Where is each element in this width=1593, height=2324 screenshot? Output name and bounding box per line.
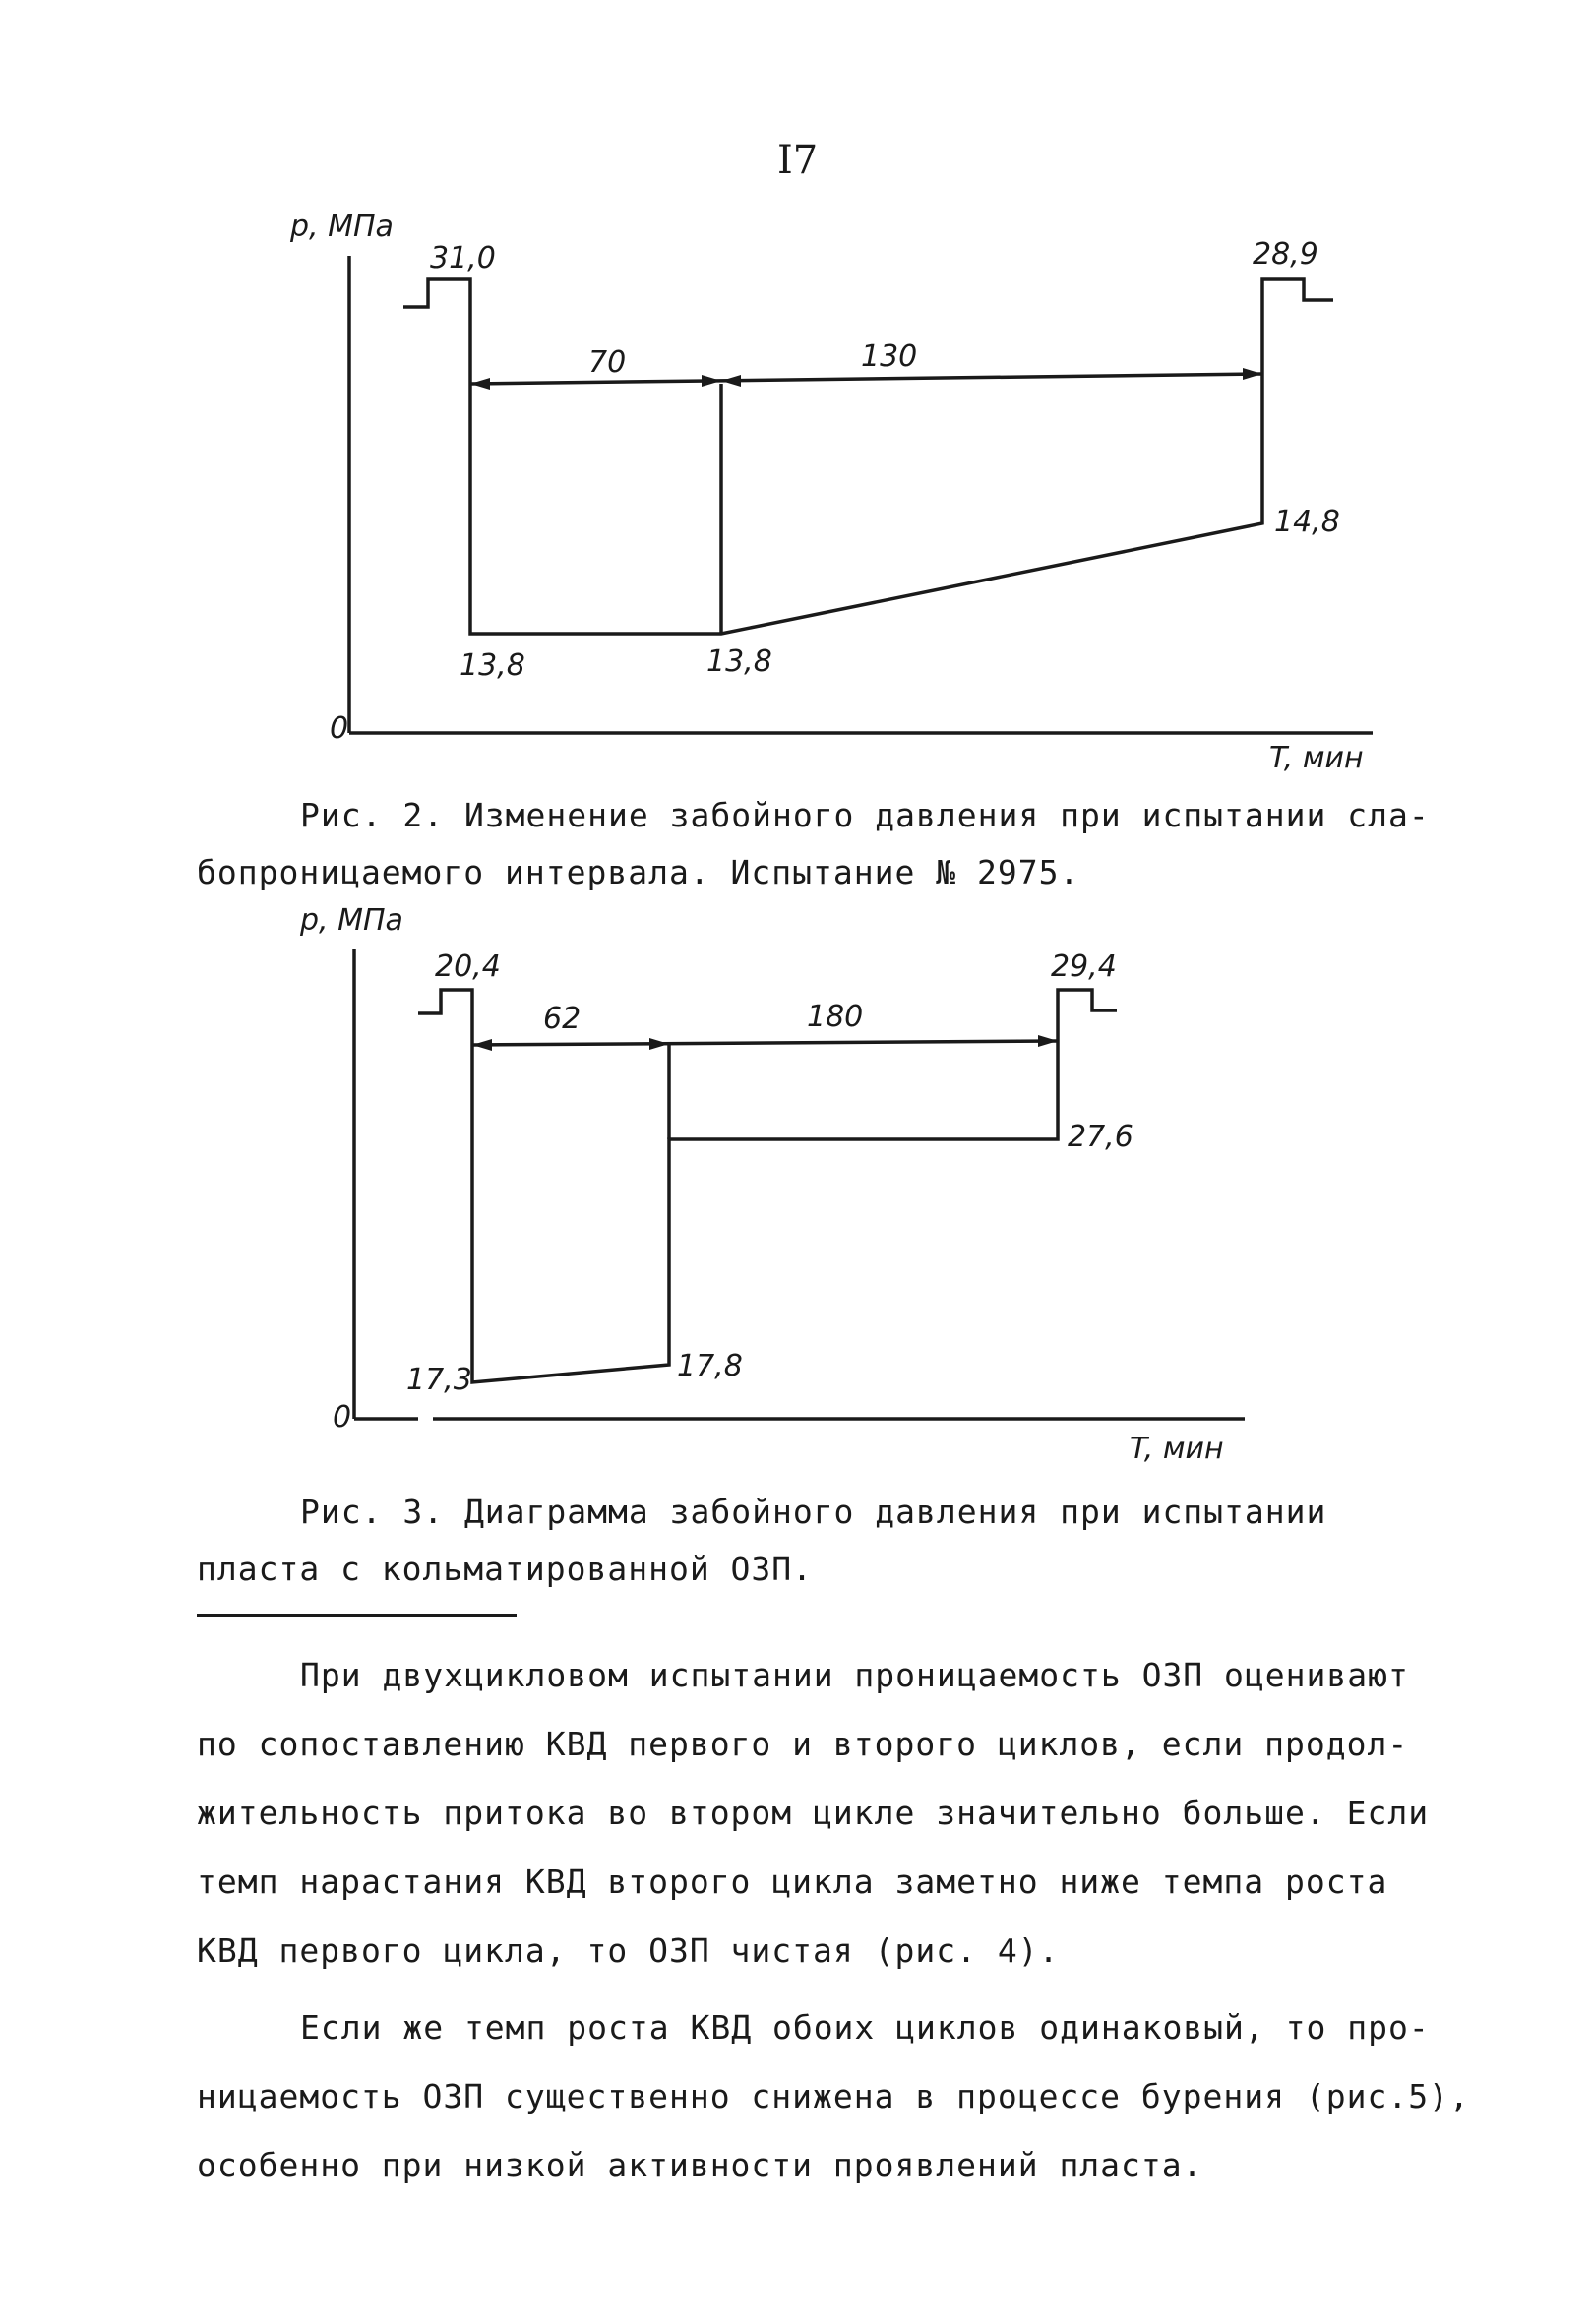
divider-rule xyxy=(197,1614,517,1617)
paragraph-line: жительность притока во втором цикле значительно больше. Если xyxy=(197,1794,1430,1832)
paragraph-line: Если же темп роста КВД обоих циклов одинаковый, то про- xyxy=(300,2008,1430,2047)
paragraph-line: ницаемость ОЗП существенно снижена в процессе бурения (рис.5), xyxy=(197,2077,1470,2115)
figure-2-caption: Рис. 2. Изменение забойного давления при испытании сла- бопроницаемого интервала. Испытание № 2975. xyxy=(197,796,1430,891)
period1-end-pressure-label: 13,8 xyxy=(706,644,772,679)
period1-end-pressure-label: 17,8 xyxy=(677,1349,743,1383)
paragraph-line: КВД первого цикла, то ОЗП чистая (рис. 4). xyxy=(197,1931,1060,1970)
period2-end-pressure-label: 14,8 xyxy=(1274,505,1340,539)
paragraph-line: особенно при низкой активности проявлений пласта. xyxy=(197,2146,1203,2184)
y-axis-label: p, МПа xyxy=(300,903,403,938)
body-text xyxy=(197,1641,1470,2200)
period1-duration-label: 62 xyxy=(543,1002,582,1036)
period1-start-pressure-label: 17,3 xyxy=(406,1363,472,1397)
figure-3-caption: Рис. 3. Диаграмма забойного давления при испытании пласта с кольматированной ОЗП. xyxy=(197,1493,1327,1588)
x-axis-label: T, мин xyxy=(1130,1432,1224,1466)
period2-duration-label: 180 xyxy=(807,1000,864,1034)
figure-3-chart xyxy=(0,905,1593,1486)
period1-duration-label: 70 xyxy=(588,345,627,380)
arrow-head xyxy=(1038,1035,1058,1047)
pressure-line xyxy=(403,279,1333,634)
period2-duration-label: 130 xyxy=(861,339,918,374)
origin-label: 0 xyxy=(330,711,349,746)
initial-pressure-label: 31,0 xyxy=(430,241,496,275)
arrow-head xyxy=(649,1038,669,1050)
paragraph-line: по сопоставлению КВД первого и второго циклов, если продол- xyxy=(197,1725,1409,1763)
arrow-head xyxy=(472,1039,492,1051)
duration-dimension-line xyxy=(472,1041,1058,1045)
x-axis-label: T, мин xyxy=(1269,741,1364,775)
figure-3-axes xyxy=(354,949,1245,1419)
period2-end-pressure-label: 27,6 xyxy=(1068,1120,1133,1154)
paragraph-line: При двухцикловом испытании проницаемость ОЗП оценивают xyxy=(300,1656,1409,1694)
period1-start-pressure-label: 13,8 xyxy=(460,648,525,683)
y-axis-label: p, МПа xyxy=(290,210,394,244)
arrow-head xyxy=(721,375,741,387)
final-pressure-label: 28,9 xyxy=(1253,237,1318,272)
origin-label: 0 xyxy=(333,1400,352,1435)
arrow-head xyxy=(470,378,490,390)
final-pressure-label: 29,4 xyxy=(1051,949,1117,984)
initial-pressure-label: 20,4 xyxy=(435,949,501,984)
paragraph-line: темп нарастания КВД второго цикла заметно ниже темпа роста xyxy=(197,1863,1388,1901)
figure-2-chart xyxy=(0,197,1593,787)
pressure-line xyxy=(418,990,1117,1382)
page-number: I7 xyxy=(777,138,819,183)
arrow-head xyxy=(702,375,721,387)
arrow-head xyxy=(1243,368,1262,380)
